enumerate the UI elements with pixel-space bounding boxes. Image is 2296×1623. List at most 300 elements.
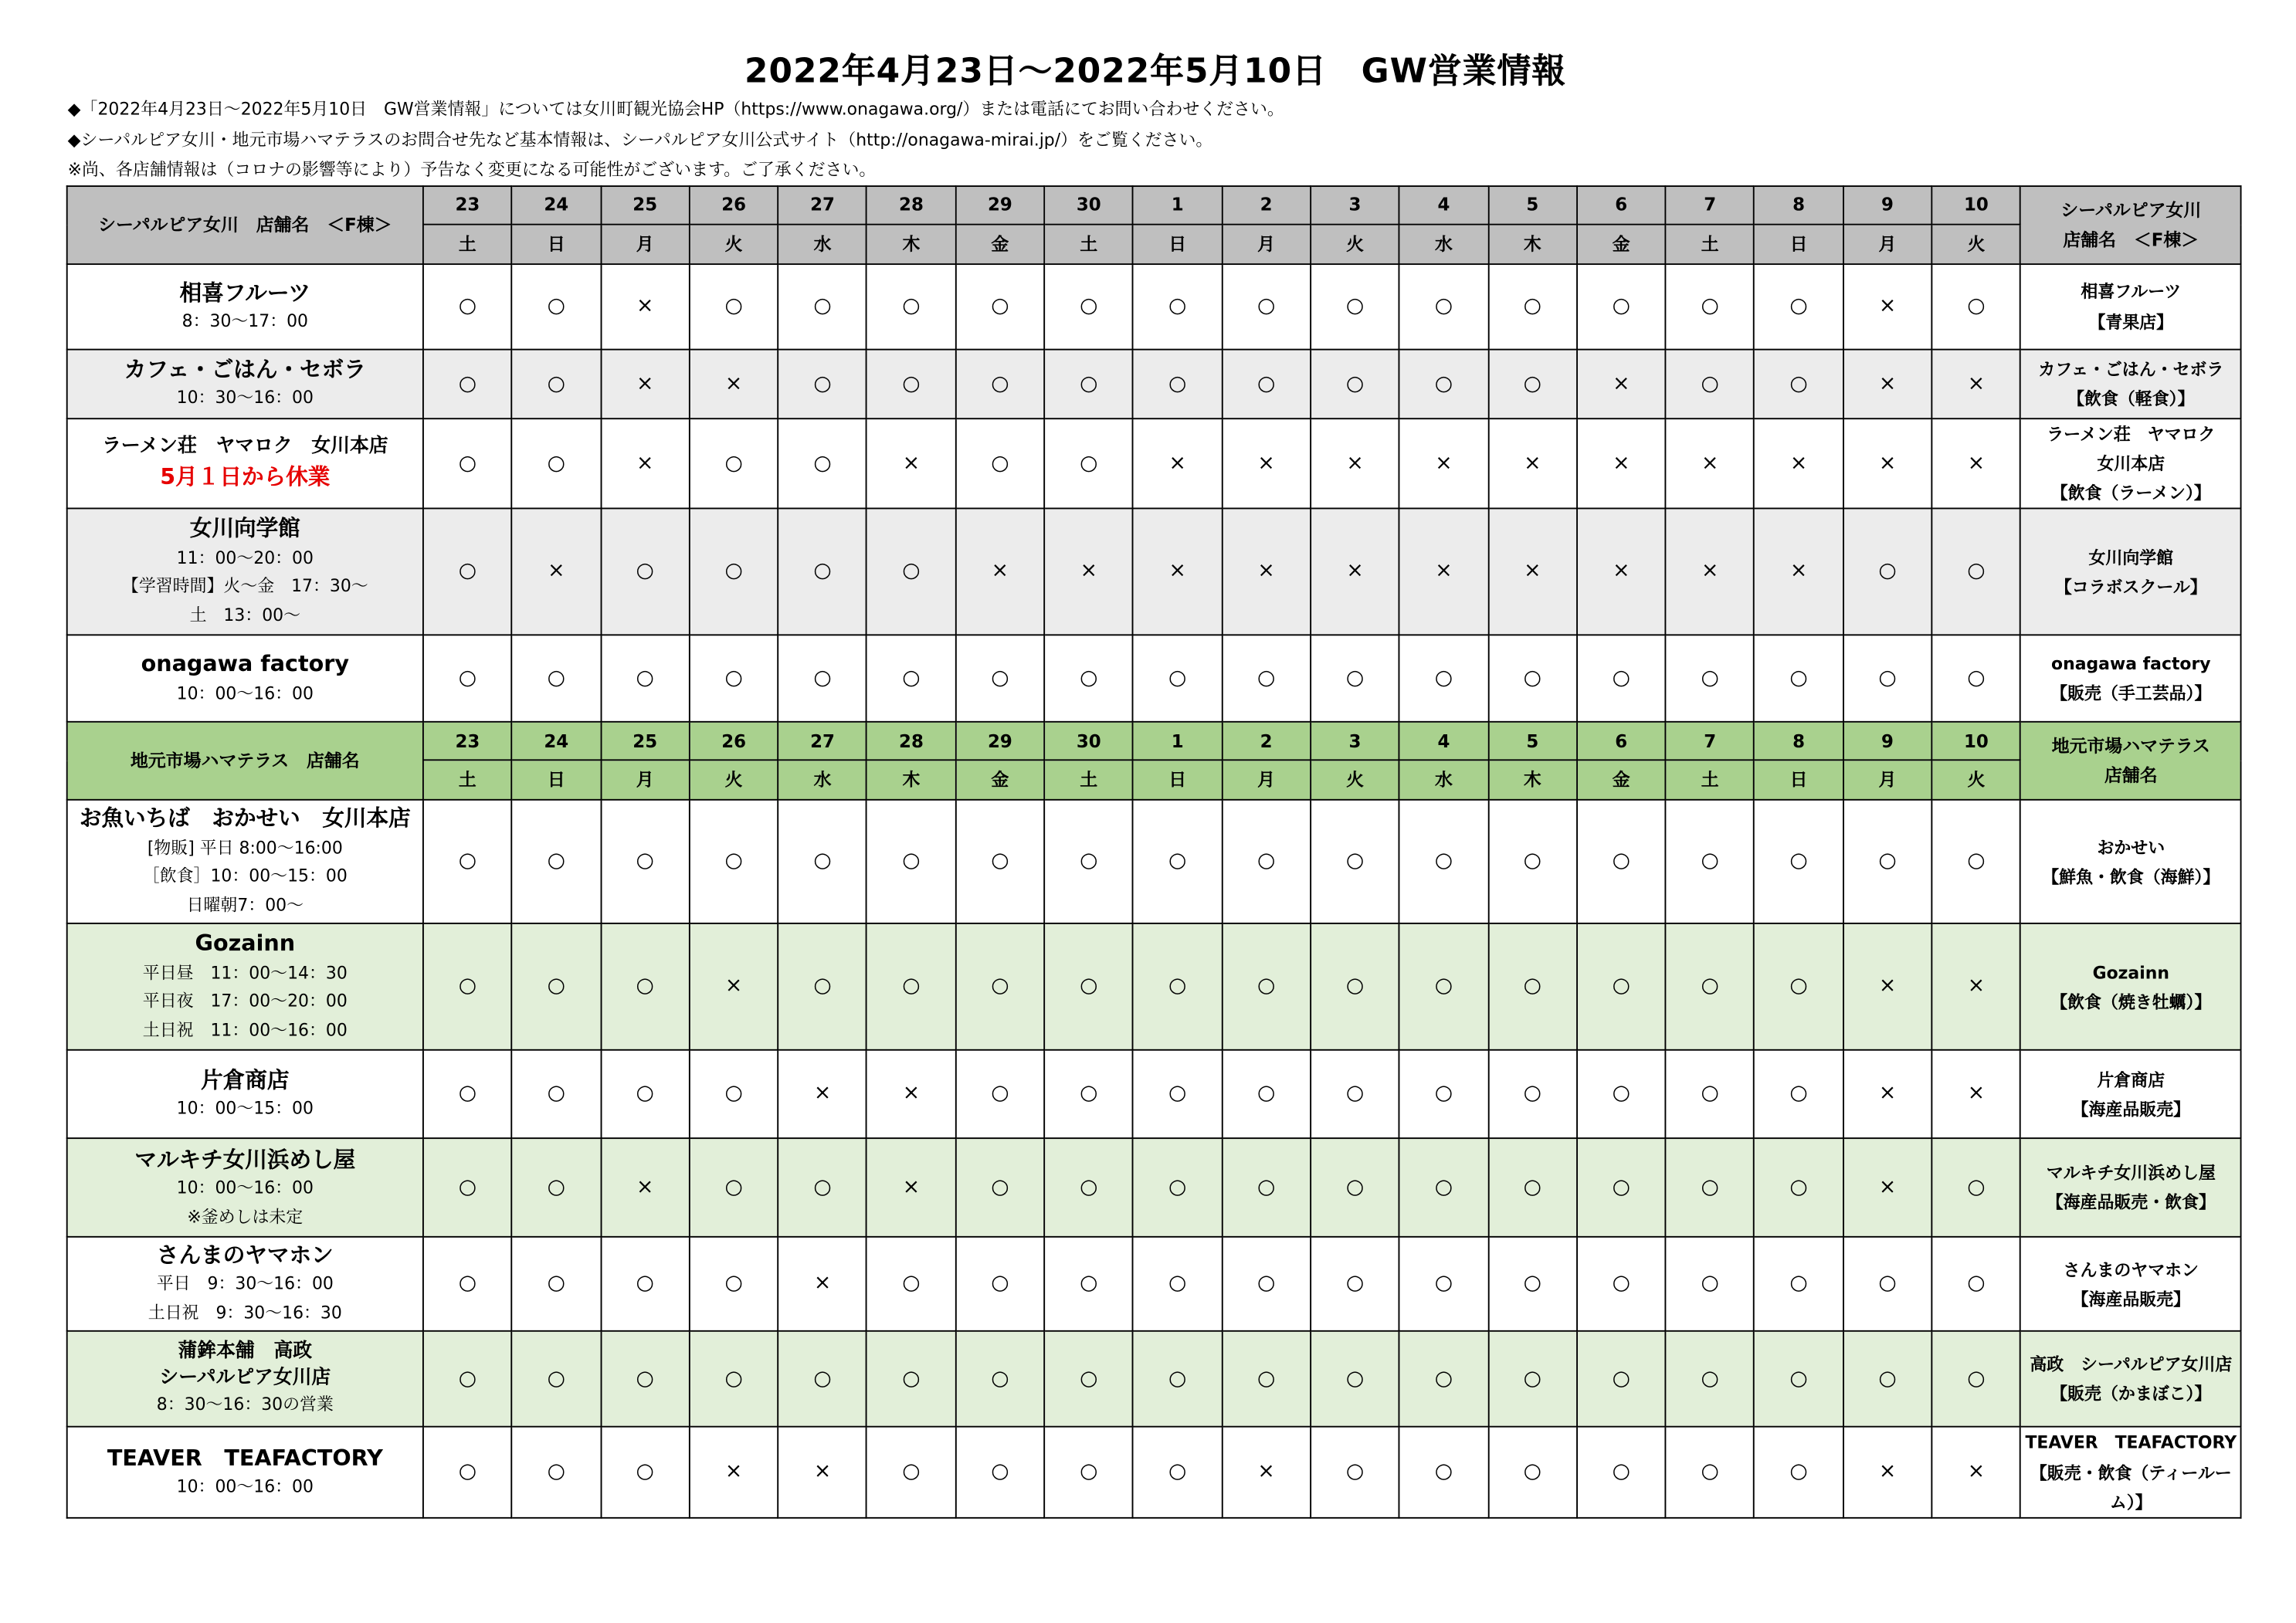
open-status-cell: ○ <box>1666 1051 1755 1139</box>
shop-name: マルキチ女川浜めし屋 <box>134 1146 356 1173</box>
open-status-cell: ○ <box>512 1332 601 1428</box>
shop-category-cell <box>2020 264 2241 350</box>
open-status-cell: ○ <box>1666 350 1755 419</box>
open-status-cell: ○ <box>1133 1051 1222 1139</box>
weekday-header-cell: 水 <box>778 761 867 800</box>
weekday-header-cell: 火 <box>1311 761 1399 800</box>
open-status-cell: ○ <box>423 924 512 1051</box>
shop-hours: 8：30〜17：00 <box>181 310 308 331</box>
open-status-cell: ○ <box>867 1238 955 1332</box>
open-status-cell: ○ <box>1222 924 1311 1051</box>
open-status-cell: ○ <box>1755 1139 1843 1238</box>
open-status-cell: ○ <box>1755 264 1843 350</box>
category-line: 【鮮魚・飲食（海鮮）】 <box>2042 866 2220 887</box>
open-status-cell: ○ <box>778 350 867 419</box>
open-status-cell: ○ <box>1044 1332 1133 1428</box>
open-status-cell: ○ <box>1843 635 1932 722</box>
open-status-cell: ○ <box>1133 801 1222 924</box>
open-status-cell: ○ <box>1133 350 1222 419</box>
open-status-cell: ○ <box>955 418 1044 509</box>
open-status-cell: ○ <box>1577 1051 1666 1139</box>
shop-hours: 平日 9：30〜16：00 <box>156 1273 334 1295</box>
date-header-cell: 23 <box>423 723 512 761</box>
shop-name-cell <box>67 350 423 419</box>
open-status-cell: ○ <box>512 1238 601 1332</box>
open-status-cell: ○ <box>955 1238 1044 1332</box>
open-status-cell: × <box>1577 418 1666 509</box>
open-status-cell: × <box>1399 509 1488 635</box>
open-status-cell: ○ <box>1399 801 1488 924</box>
open-status-cell: ○ <box>1311 1139 1399 1238</box>
open-status-cell: ○ <box>778 924 867 1051</box>
weekday-header-cell: 火 <box>1931 761 2020 800</box>
open-status-cell: ○ <box>1577 1238 1666 1332</box>
shop-hours: 土日祝 9：30〜16：30 <box>148 1302 342 1323</box>
open-status-cell: ○ <box>867 924 955 1051</box>
category-line: 【販売・飲食（ティールー <box>2030 1462 2232 1483</box>
date-header-cell: 9 <box>1843 186 1932 225</box>
open-status-cell: ○ <box>1399 1238 1488 1332</box>
open-status-cell: × <box>1222 418 1311 509</box>
weekday-header-cell: 金 <box>1577 225 1666 264</box>
business-hours-table <box>66 185 2242 1518</box>
section-header-row <box>67 186 2242 225</box>
open-status-cell: ○ <box>690 1139 778 1238</box>
open-status-cell: ○ <box>690 1238 778 1332</box>
category-line: さんまのヤマホン <box>2063 1259 2199 1280</box>
date-header-cell: 10 <box>1931 723 2020 761</box>
section-header-label: 地元市場ハマテラス 店舗名 <box>67 723 423 801</box>
weekday-header-cell: 火 <box>690 225 778 264</box>
open-status-cell: ○ <box>1311 1238 1399 1332</box>
open-status-cell: ○ <box>423 264 512 350</box>
category-line: 女川本店 <box>2097 453 2165 474</box>
open-status-cell: ○ <box>1577 635 1666 722</box>
weekday-header-cell: 木 <box>867 225 955 264</box>
date-header-cell: 25 <box>601 723 690 761</box>
open-status-cell: ○ <box>1931 1139 2020 1238</box>
open-status-cell: ○ <box>1666 635 1755 722</box>
open-status-cell: ○ <box>601 1332 690 1428</box>
date-header-cell: 6 <box>1577 723 1666 761</box>
open-status-cell: ○ <box>1577 1139 1666 1238</box>
category-line: TEAVER TEAFACTORY <box>2025 1432 2237 1453</box>
open-status-cell: × <box>1133 509 1222 635</box>
open-status-cell: ○ <box>867 1427 955 1517</box>
shop-hours: 土 13：00〜 <box>189 604 301 625</box>
weekday-header-cell: 木 <box>1488 225 1577 264</box>
weekday-header-cell: 火 <box>1311 225 1399 264</box>
open-status-cell: ○ <box>512 924 601 1051</box>
open-status-cell: ○ <box>1044 418 1133 509</box>
open-status-cell: ○ <box>955 350 1044 419</box>
open-status-cell: ○ <box>1843 801 1932 924</box>
date-header-cell: 3 <box>1311 186 1399 225</box>
shop-name: カフェ・ごはん・セボラ <box>124 356 366 383</box>
date-header-cell: 1 <box>1133 186 1222 225</box>
open-status-cell: ○ <box>1044 1139 1133 1238</box>
open-status-cell: ○ <box>1222 801 1311 924</box>
open-status-cell: × <box>1222 509 1311 635</box>
open-status-cell: × <box>867 418 955 509</box>
weekday-header-cell: 土 <box>1044 225 1133 264</box>
open-status-cell: ○ <box>1222 1332 1311 1428</box>
open-status-cell: × <box>1488 418 1577 509</box>
open-status-cell: ○ <box>1399 1051 1488 1139</box>
open-status-cell: ○ <box>690 801 778 924</box>
open-status-cell: ○ <box>512 418 601 509</box>
weekday-header-cell: 水 <box>1399 761 1488 800</box>
shop-category-cell <box>2020 1238 2241 1332</box>
open-status-cell: ○ <box>955 924 1044 1051</box>
category-line: 高政 シーパルピア女川店 <box>2030 1354 2233 1375</box>
open-status-cell: × <box>1311 509 1399 635</box>
open-status-cell: ○ <box>867 801 955 924</box>
open-status-cell: ○ <box>601 924 690 1051</box>
date-header-cell: 5 <box>1488 723 1577 761</box>
shop-category-cell <box>2020 350 2241 419</box>
page-title: 2022年4月23日～2022年5月10日 GW営業情報 <box>744 53 1567 92</box>
open-status-cell: ○ <box>601 509 690 635</box>
category-line: ム）】 <box>2109 1491 2152 1513</box>
open-status-cell: ○ <box>512 635 601 722</box>
open-status-cell: ○ <box>1311 1332 1399 1428</box>
section-header-category-label <box>2020 723 2241 801</box>
open-status-cell: ○ <box>512 801 601 924</box>
open-status-cell: ○ <box>1488 264 1577 350</box>
open-status-cell: × <box>1488 509 1577 635</box>
open-status-cell: ○ <box>1311 264 1399 350</box>
shop-row <box>67 1051 2242 1139</box>
note-line: ◆シーパルピア女川・地元市場ハマテラスのお問合せ先など基本情報は、シーパルピア女川公式サイト（http://onagawa-mirai.jp/）をご覧ください。 <box>67 129 1213 151</box>
open-status-cell: × <box>1222 1427 1311 1517</box>
open-status-cell: ○ <box>1044 801 1133 924</box>
open-status-cell: ○ <box>778 264 867 350</box>
shop-name: さんまのヤマホン <box>156 1242 334 1269</box>
open-status-cell: ○ <box>1311 1051 1399 1139</box>
category-line: マルキチ女川浜めし屋 <box>2046 1163 2216 1184</box>
weekday-header-cell: 木 <box>1488 761 1577 800</box>
weekday-header-cell: 日 <box>512 225 601 264</box>
shop-name: ラーメン荘 ヤマロク 女川本店 <box>102 435 388 459</box>
open-status-cell: × <box>1843 418 1932 509</box>
open-status-cell: × <box>1843 1139 1932 1238</box>
category-line: 【飲食（ラーメン）】 <box>2050 483 2211 504</box>
open-status-cell: ○ <box>423 635 512 722</box>
open-status-cell: ○ <box>1666 1139 1755 1238</box>
open-status-cell: ○ <box>423 1139 512 1238</box>
open-status-cell: ○ <box>1488 635 1577 722</box>
section-header-label: シーパルピア女川 店舗名 ＜F棟＞ <box>67 186 423 264</box>
date-header-cell: 1 <box>1133 723 1222 761</box>
weekday-header-cell: 月 <box>1843 761 1932 800</box>
shop-name-cell <box>67 924 423 1051</box>
open-status-cell: × <box>690 1427 778 1517</box>
shop-name-cell <box>67 1332 423 1428</box>
open-status-cell: ○ <box>1666 264 1755 350</box>
open-status-cell: × <box>1843 1427 1932 1517</box>
weekday-header-cell: 月 <box>1843 225 1932 264</box>
weekday-header-cell: 日 <box>1755 761 1843 800</box>
shop-category-cell <box>2020 1332 2241 1428</box>
shop-name-cell <box>67 1051 423 1139</box>
weekday-header-cell: 火 <box>690 761 778 800</box>
open-status-cell: ○ <box>1488 801 1577 924</box>
category-line: 【青果店】 <box>2088 311 2174 332</box>
shop-name: お魚いちば おかせい 女川本店 <box>79 805 411 832</box>
open-status-cell: ○ <box>955 264 1044 350</box>
open-status-cell: ○ <box>1577 924 1666 1051</box>
open-status-cell: ○ <box>423 509 512 635</box>
date-header-cell: 7 <box>1666 186 1755 225</box>
open-status-cell: ○ <box>1931 635 2020 722</box>
open-status-cell: ○ <box>1666 1427 1755 1517</box>
shop-name-cell <box>67 635 423 722</box>
shop-row <box>67 264 2242 350</box>
open-status-cell: × <box>1133 418 1222 509</box>
open-status-cell: ○ <box>1755 924 1843 1051</box>
weekday-header-cell: 水 <box>778 225 867 264</box>
open-status-cell: × <box>867 1051 955 1139</box>
shop-hours: 平日夜 17：00〜20：00 <box>142 991 348 1011</box>
open-status-cell: ○ <box>423 1238 512 1332</box>
open-status-cell: ○ <box>955 635 1044 722</box>
open-status-cell: ○ <box>955 1427 1044 1517</box>
open-status-cell: ○ <box>1311 801 1399 924</box>
open-status-cell: ○ <box>867 264 955 350</box>
date-header-cell: 4 <box>1399 723 1488 761</box>
weekday-header-cell: 土 <box>1666 225 1755 264</box>
open-status-cell: ○ <box>1755 350 1843 419</box>
open-status-cell: ○ <box>601 1427 690 1517</box>
open-status-cell: ○ <box>867 509 955 635</box>
date-header-cell: 29 <box>955 186 1044 225</box>
open-status-cell: × <box>601 418 690 509</box>
open-status-cell: ○ <box>955 1332 1044 1428</box>
open-status-cell: ○ <box>1755 801 1843 924</box>
open-status-cell: ○ <box>690 509 778 635</box>
open-status-cell: ○ <box>778 418 867 509</box>
open-status-cell: ○ <box>1222 1139 1311 1238</box>
open-status-cell: ○ <box>1044 924 1133 1051</box>
open-status-cell: ○ <box>1488 1139 1577 1238</box>
open-status-cell: × <box>867 1139 955 1238</box>
shop-category-cell <box>2020 1139 2241 1238</box>
open-status-cell: × <box>601 264 690 350</box>
category-line: 【販売（手工芸品）】 <box>2050 683 2212 704</box>
shop-hours: 10：00〜16：00 <box>176 1177 314 1198</box>
shop-name-cell <box>67 509 423 635</box>
shop-category-cell <box>2020 801 2241 924</box>
open-status-cell: × <box>778 1238 867 1332</box>
open-status-cell: ○ <box>1399 635 1488 722</box>
date-header-cell: 8 <box>1755 723 1843 761</box>
shop-category-cell <box>2020 418 2241 509</box>
shop-hours: 日曜朝7：00〜 <box>186 894 304 915</box>
shop-row <box>67 801 2242 924</box>
open-status-cell: ○ <box>1488 924 1577 1051</box>
open-status-cell: ○ <box>601 801 690 924</box>
shop-row <box>67 635 2242 722</box>
date-header-cell: 6 <box>1577 186 1666 225</box>
open-status-cell: × <box>1577 509 1666 635</box>
date-header-cell: 26 <box>690 186 778 225</box>
open-status-cell: ○ <box>1133 924 1222 1051</box>
open-status-cell: ○ <box>778 1139 867 1238</box>
open-status-cell: ○ <box>423 1332 512 1428</box>
open-status-cell: ○ <box>1843 1332 1932 1428</box>
category-line: 【海産品販売】 <box>2071 1099 2191 1120</box>
date-header-cell: 8 <box>1755 186 1843 225</box>
date-header-cell: 28 <box>867 723 955 761</box>
shop-name: 片倉商店 <box>201 1066 290 1093</box>
open-status-cell: × <box>1577 350 1666 419</box>
weekday-header-cell: 土 <box>423 761 512 800</box>
category-line: ラーメン荘 ヤマロク <box>2047 423 2216 445</box>
shop-hours: 【学習時間】火〜金 17：30〜 <box>121 575 368 597</box>
closure-notice: 5月１日から休業 <box>160 463 331 490</box>
date-header-cell: 7 <box>1666 723 1755 761</box>
open-status-cell: ○ <box>512 350 601 419</box>
open-status-cell: × <box>1666 509 1755 635</box>
date-header-cell: 10 <box>1931 186 2020 225</box>
shop-row <box>67 1332 2242 1428</box>
shop-name: onagawa factory <box>141 651 350 678</box>
open-status-cell: ○ <box>423 1051 512 1139</box>
open-status-cell: × <box>1843 924 1932 1051</box>
weekday-header-cell: 日 <box>1133 225 1222 264</box>
weekday-header-cell: 木 <box>867 761 955 800</box>
open-status-cell: ○ <box>1755 1238 1843 1332</box>
open-status-cell: ○ <box>1133 1238 1222 1332</box>
date-header-cell: 2 <box>1222 723 1311 761</box>
date-header-cell: 27 <box>778 186 867 225</box>
open-status-cell: ○ <box>1044 1051 1133 1139</box>
open-status-cell: ○ <box>955 801 1044 924</box>
open-status-cell: ○ <box>1755 1051 1843 1139</box>
date-header-cell: 3 <box>1311 723 1399 761</box>
open-status-cell: × <box>1843 264 1932 350</box>
weekday-header-cell: 日 <box>512 761 601 800</box>
category-line: 【飲食（軽食）】 <box>2067 388 2195 409</box>
open-status-cell: ○ <box>1399 1332 1488 1428</box>
open-status-cell: × <box>601 1139 690 1238</box>
open-status-cell: ○ <box>1399 924 1488 1051</box>
open-status-cell: ○ <box>1044 1427 1133 1517</box>
shop-name: 蒲鉾本舗 高政 <box>178 1340 313 1363</box>
shop-row <box>67 350 2242 419</box>
open-status-cell: × <box>690 924 778 1051</box>
shop-name: シーパルピア女川店 <box>159 1366 331 1389</box>
open-status-cell: ○ <box>1222 1238 1311 1332</box>
shop-category-cell <box>2020 1051 2241 1139</box>
date-header-cell: 28 <box>867 186 955 225</box>
note-line: ◆「2022年4月23日～2022年5月10日 GW営業情報」については女川町観光協会HP（https://www.onagawa.org/）または電話にてお問い合わせください。 <box>67 98 1284 120</box>
date-header-cell: 24 <box>512 186 601 225</box>
category-line: 女川向学館 <box>2088 547 2174 568</box>
open-status-cell: ○ <box>1577 1427 1666 1517</box>
open-status-cell: ○ <box>1133 1427 1222 1517</box>
section-header-row <box>67 723 2242 761</box>
open-status-cell: ○ <box>955 1139 1044 1238</box>
date-header-cell: 23 <box>423 186 512 225</box>
open-status-cell: × <box>778 1051 867 1139</box>
open-status-cell: ○ <box>1044 350 1133 419</box>
weekday-header-cell: 土 <box>423 225 512 264</box>
shop-row <box>67 924 2242 1051</box>
open-status-cell: ○ <box>1399 350 1488 419</box>
open-status-cell: ○ <box>1666 801 1755 924</box>
shop-name: Gozainn <box>195 930 296 957</box>
date-header-cell: 26 <box>690 723 778 761</box>
open-status-cell: × <box>1755 418 1843 509</box>
open-status-cell: ○ <box>512 264 601 350</box>
open-status-cell: ○ <box>1666 924 1755 1051</box>
open-status-cell: ○ <box>778 801 867 924</box>
shop-row <box>67 1427 2242 1517</box>
header-line: 地元市場ハマテラス <box>2051 735 2210 757</box>
shop-hours: [物販] 平日 8:00〜16:00 <box>147 836 343 858</box>
weekday-header-cell: 金 <box>955 225 1044 264</box>
shop-category-cell <box>2020 635 2241 722</box>
weekday-header-cell: 土 <box>1666 761 1755 800</box>
open-status-cell: ○ <box>1755 1332 1843 1428</box>
open-status-cell: ○ <box>1044 1238 1133 1332</box>
shop-name-cell <box>67 418 423 509</box>
open-status-cell: ○ <box>1931 264 2020 350</box>
weekday-header-cell: 月 <box>1222 761 1311 800</box>
category-line: Gozainn <box>2092 961 2169 983</box>
date-header-cell: 29 <box>955 723 1044 761</box>
open-status-cell: × <box>512 509 601 635</box>
open-status-cell: ○ <box>1222 264 1311 350</box>
shop-hours: 平日昼 11：00〜14：30 <box>142 961 348 983</box>
weekday-header-cell: 月 <box>601 225 690 264</box>
open-status-cell: ○ <box>423 350 512 419</box>
weekday-header-cell: 土 <box>1044 761 1133 800</box>
shop-name-cell <box>67 1139 423 1238</box>
open-status-cell: ○ <box>1666 1238 1755 1332</box>
weekday-header-cell: 火 <box>1931 225 2020 264</box>
open-status-cell: ○ <box>1222 350 1311 419</box>
open-status-cell: ○ <box>1399 1139 1488 1238</box>
open-status-cell: ○ <box>601 635 690 722</box>
open-status-cell: ○ <box>1843 509 1932 635</box>
open-status-cell: ○ <box>423 1427 512 1517</box>
open-status-cell: ○ <box>601 1238 690 1332</box>
open-status-cell: ○ <box>1488 1051 1577 1139</box>
category-line: 【飲食（焼き牡蠣）】 <box>2050 991 2212 1012</box>
open-status-cell: × <box>1843 350 1932 419</box>
open-status-cell: ○ <box>1311 924 1399 1051</box>
open-status-cell: ○ <box>601 1051 690 1139</box>
shop-hours: 10：00〜16：00 <box>176 1476 314 1497</box>
category-line: おかせい <box>2097 836 2165 858</box>
open-status-cell: ○ <box>1577 801 1666 924</box>
shop-row <box>67 1238 2242 1332</box>
shop-category-cell <box>2020 1427 2241 1517</box>
weekday-header-cell: 月 <box>1222 225 1311 264</box>
open-status-cell: ○ <box>1931 1332 2020 1428</box>
date-header-cell: 2 <box>1222 186 1311 225</box>
open-status-cell: ○ <box>423 801 512 924</box>
shop-name: 女川向学館 <box>189 515 300 543</box>
open-status-cell: × <box>690 350 778 419</box>
open-status-cell: × <box>1931 350 2020 419</box>
date-header-cell: 4 <box>1399 186 1488 225</box>
open-status-cell: × <box>1044 509 1133 635</box>
weekday-header-cell: 金 <box>1577 761 1666 800</box>
